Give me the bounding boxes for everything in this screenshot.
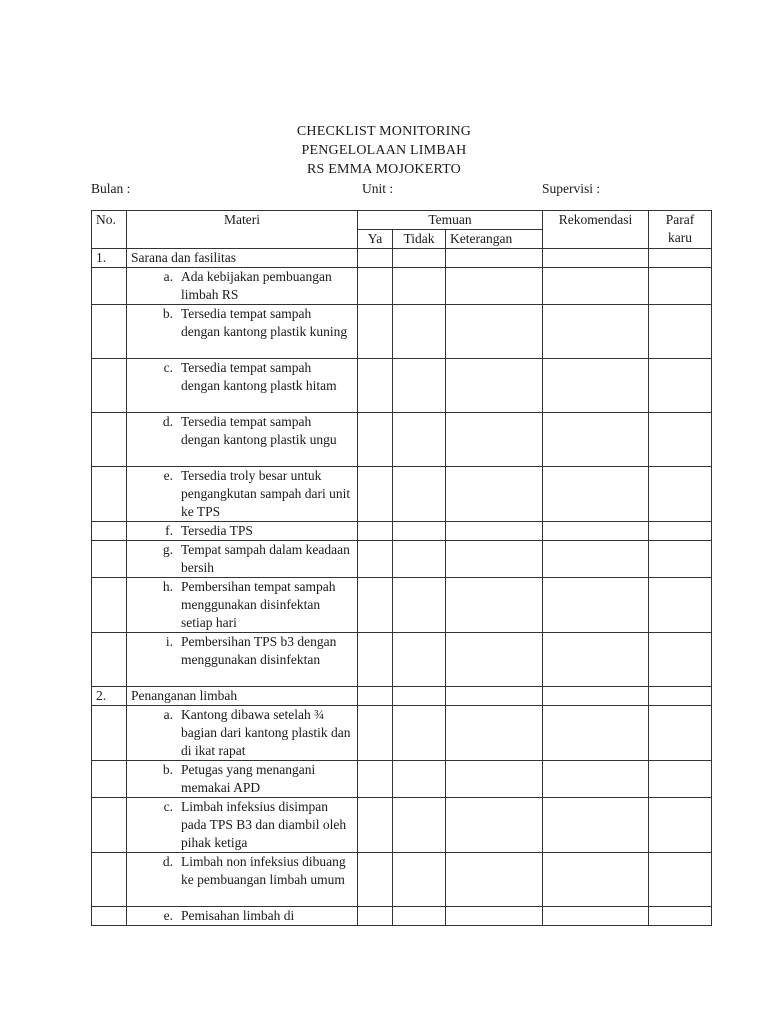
ya-cell[interactable] [358,578,393,633]
no-cell [92,413,127,467]
unit-label: Unit : [362,181,394,196]
no-cell [92,853,127,907]
header-paraf-line1: Paraf [665,212,695,227]
paraf-cell[interactable] [649,633,712,687]
table-row [92,798,712,853]
table-row [92,853,712,907]
item-text: Limbah infeksius disimpan pada TPS B3 dan diambil oleh pihak ketiga [181,799,347,850]
header-temuan: Temuan [358,211,543,230]
keterangan-cell[interactable] [446,467,543,522]
item-text: Tersedia tempat sampah dengan kantong plastik ungu [181,414,337,447]
tidak-cell[interactable] [393,467,446,522]
table-row [92,907,712,926]
tidak-cell[interactable] [393,706,446,761]
checklist-table [91,210,712,926]
tidak-cell[interactable] [393,305,446,359]
materi-cell [127,578,358,633]
section-title: Sarana dan fasilitas [127,249,358,268]
item-text: Tersedia tempat sampah dengan kantong plastk hitam [181,360,337,393]
ya-cell[interactable] [358,687,393,706]
rekomendasi-cell[interactable] [543,268,649,305]
rekomendasi-cell[interactable] [543,413,649,467]
paraf-cell[interactable] [649,578,712,633]
no-cell [92,706,127,761]
no-cell [92,761,127,798]
no-cell [92,522,127,541]
ya-cell[interactable] [358,268,393,305]
paraf-cell[interactable] [649,522,712,541]
header-tidak: Tidak [393,230,446,249]
paraf-cell[interactable] [649,305,712,359]
item-marker: d. [162,414,173,429]
materi-cell [127,305,358,359]
item-marker: d. [162,854,173,869]
materi-cell [127,467,358,522]
tidak-cell[interactable] [393,359,446,413]
bulan-label: Bulan : [91,181,131,196]
ya-cell[interactable] [358,359,393,413]
tidak-cell[interactable] [393,522,446,541]
no-cell [92,467,127,522]
materi-cell [127,853,358,907]
item-marker: h. [162,579,173,594]
materi-cell [127,359,358,413]
table-row [92,522,712,541]
no-cell [92,541,127,578]
tidak-cell[interactable] [393,798,446,853]
header-no: No. [92,211,127,249]
header-paraf [649,211,712,249]
item-marker: a. [163,707,173,722]
header-materi: Materi [127,211,358,249]
keterangan-cell[interactable] [446,853,543,907]
item-marker: b. [162,762,173,777]
tidak-cell[interactable] [393,249,446,268]
no-cell [92,907,127,926]
keterangan-cell[interactable] [446,578,543,633]
item-text: Tersedia troly besar untuk pengangkutan sampah dari unit ke TPS [181,468,351,519]
title-line-1: CHECKLIST MONITORING [296,124,472,139]
table-row [92,413,712,467]
table-row [92,633,712,687]
keterangan-cell[interactable] [446,761,543,798]
item-marker: c. [163,360,173,375]
table-row [92,706,712,761]
item-marker: f. [165,523,173,538]
table-row [92,761,712,798]
item-text: Pembersihan TPS b3 dengan menggunakan disinfektan [181,634,337,667]
paraf-cell[interactable] [649,268,712,305]
keterangan-cell[interactable] [446,305,543,359]
item-marker: b. [162,306,173,321]
document-title [0,122,768,179]
paraf-cell[interactable] [649,467,712,522]
keterangan-cell[interactable] [446,687,543,706]
rekomendasi-cell[interactable] [543,706,649,761]
tidak-cell[interactable] [393,413,446,467]
paraf-cell[interactable] [649,249,712,268]
table-row [92,578,712,633]
ya-cell[interactable] [358,249,393,268]
table-row [92,467,712,522]
item-text: Ada kebijakan pembuangan limbah RS [181,269,332,302]
no-cell [92,798,127,853]
rekomendasi-cell[interactable] [543,853,649,907]
keterangan-cell[interactable] [446,522,543,541]
rekomendasi-cell[interactable] [543,761,649,798]
ya-cell[interactable] [358,761,393,798]
rekomendasi-cell[interactable] [543,907,649,926]
item-marker: i. [165,634,173,649]
item-marker: c. [163,799,173,814]
no-cell [92,633,127,687]
materi-cell [127,541,358,578]
rekomendasi-cell[interactable] [543,305,649,359]
rekomendasi-cell[interactable] [543,249,649,268]
paraf-cell[interactable] [649,706,712,761]
ya-cell[interactable] [358,305,393,359]
ya-cell[interactable] [358,541,393,578]
rekomendasi-cell[interactable] [543,798,649,853]
ya-cell[interactable] [358,467,393,522]
tidak-cell[interactable] [393,853,446,907]
item-text: Kantong dibawa setelah ¾ bagian dari kantong plastik dan di ikat rapat [181,707,351,758]
paraf-cell[interactable] [649,907,712,926]
title-line-3: RS EMMA MOJOKERTO [307,162,461,177]
item-text: Tersedia TPS [181,523,253,538]
item-marker: a. [163,269,173,284]
ya-cell[interactable] [358,633,393,687]
materi-cell [127,413,358,467]
rekomendasi-cell[interactable] [543,522,649,541]
materi-cell [127,761,358,798]
section-number: 2. [92,687,127,706]
paraf-cell[interactable] [649,541,712,578]
item-text: Tersedia tempat sampah dengan kantong plastik kuning [181,306,348,339]
section-row [92,249,712,268]
item-marker: g. [162,542,173,557]
materi-cell [127,907,358,926]
keterangan-cell[interactable] [446,359,543,413]
supervisi-label: Supervisi : [542,181,601,196]
tidak-cell[interactable] [393,268,446,305]
title-line-2: PENGELOLAAN LIMBAH [301,143,467,158]
no-cell [92,305,127,359]
paraf-cell[interactable] [649,359,712,413]
materi-cell [127,522,358,541]
rekomendasi-cell[interactable] [543,633,649,687]
no-cell [92,578,127,633]
paraf-cell[interactable] [649,687,712,706]
rekomendasi-cell[interactable] [543,687,649,706]
tidak-cell[interactable] [393,541,446,578]
keterangan-cell[interactable] [446,413,543,467]
table-row [92,305,712,359]
keterangan-cell[interactable] [446,907,543,926]
materi-cell [127,706,358,761]
item-text: Tempat sampah dalam keadaan bersih [181,542,350,575]
tidak-cell[interactable] [393,687,446,706]
rekomendasi-cell[interactable] [543,578,649,633]
table-row [92,359,712,413]
keterangan-cell[interactable] [446,249,543,268]
rekomendasi-cell[interactable] [543,359,649,413]
ya-cell[interactable] [358,853,393,907]
header-rekomendasi: Rekomendasi [543,211,649,249]
tidak-cell[interactable] [393,633,446,687]
materi-cell [127,798,358,853]
no-cell [92,268,127,305]
keterangan-cell[interactable] [446,706,543,761]
ya-cell[interactable] [358,522,393,541]
ya-cell[interactable] [358,413,393,467]
ya-cell[interactable] [358,798,393,853]
materi-cell [127,268,358,305]
tidak-cell[interactable] [393,578,446,633]
no-cell [92,359,127,413]
table-row [92,541,712,578]
table-row [92,268,712,305]
header-ya: Ya [358,230,393,249]
item-text: Pembersihan tempat sampah menggunakan disinfektan setiap hari [181,579,336,630]
paraf-cell[interactable] [649,413,712,467]
keterangan-cell[interactable] [446,798,543,853]
section-row [92,687,712,706]
ya-cell[interactable] [358,706,393,761]
header-paraf-line2: karu [668,230,692,245]
item-text: Petugas yang menangani memakai APD [181,762,316,795]
paraf-cell[interactable] [649,798,712,853]
paraf-cell[interactable] [649,853,712,907]
item-marker: e. [163,468,173,483]
paraf-cell[interactable] [649,761,712,798]
header-keterangan: Keterangan [446,230,543,249]
item-text: Pemisahan limbah di [181,908,295,923]
rekomendasi-cell[interactable] [543,541,649,578]
item-marker: e. [163,908,173,923]
rekomendasi-cell[interactable] [543,467,649,522]
keterangan-cell[interactable] [446,268,543,305]
tidak-cell[interactable] [393,761,446,798]
tidak-cell[interactable] [393,907,446,926]
keterangan-cell[interactable] [446,541,543,578]
materi-cell [127,633,358,687]
section-number: 1. [92,249,127,268]
keterangan-cell[interactable] [446,633,543,687]
item-text: Limbah non infeksius dibuang ke pembuangan limbah umum [181,854,346,887]
section-title: Penanganan limbah [127,687,358,706]
ya-cell[interactable] [358,907,393,926]
